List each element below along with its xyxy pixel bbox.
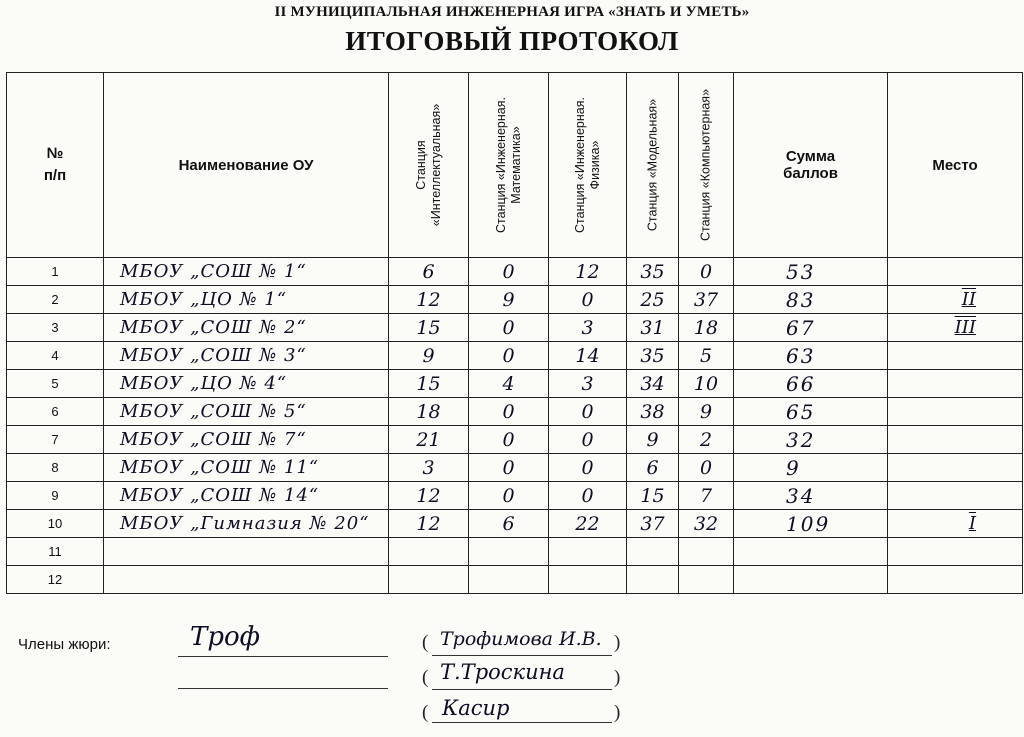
org-name-cell: [104, 538, 389, 566]
open-paren-1: (: [422, 632, 429, 653]
row-number-cell: 12: [7, 566, 104, 594]
org-name-cell: МБОУ „СОШ № 7“: [104, 426, 389, 454]
table-row: [7, 286, 1023, 314]
score-sum-cell: 32: [734, 426, 888, 454]
score-computer-cell: [679, 538, 734, 566]
score-math-cell: 0: [469, 482, 549, 510]
row-number-cell: 11: [7, 538, 104, 566]
score-intellectual-cell: 6: [389, 258, 469, 286]
score-physics-cell: 0: [549, 286, 627, 314]
score-sum-cell: 53: [734, 258, 888, 286]
score-computer-cell: [679, 566, 734, 594]
col-header-station-math: [469, 73, 549, 258]
score-intellectual-cell: [389, 538, 469, 566]
score-intellectual-cell: 3: [389, 454, 469, 482]
page-title: ИТОГОВЫЙ ПРОТОКОЛ: [345, 26, 679, 56]
score-computer-cell: 10: [679, 370, 734, 398]
table-row: [7, 342, 1023, 370]
place-cell: [888, 370, 1023, 398]
score-model-cell: 9: [627, 426, 679, 454]
org-name-cell: МБОУ „СОШ № 1“: [104, 258, 389, 286]
table-row: [7, 314, 1023, 342]
member-line-1: [432, 655, 612, 656]
score-model-cell: [627, 566, 679, 594]
jury-member-1: Трофимова И.В.: [440, 628, 602, 650]
score-math-cell: 6: [469, 510, 549, 538]
score-physics-cell: 0: [549, 482, 627, 510]
table-row: [7, 370, 1023, 398]
score-model-cell: 38: [627, 398, 679, 426]
org-name-cell: [104, 566, 389, 594]
score-computer-cell: 0: [679, 454, 734, 482]
table-row: [7, 566, 1023, 594]
score-physics-cell: 22: [549, 510, 627, 538]
score-computer-cell: 18: [679, 314, 734, 342]
row-number-cell: 9: [7, 482, 104, 510]
score-math-cell: [469, 566, 549, 594]
row-number-cell: 5: [7, 370, 104, 398]
score-physics-cell: 3: [549, 314, 627, 342]
place-cell: [888, 342, 1023, 370]
score-sum-cell: 9: [734, 454, 888, 482]
score-sum-cell: 63: [734, 342, 888, 370]
score-sum-cell: 66: [734, 370, 888, 398]
score-model-cell: 37: [627, 510, 679, 538]
score-sum-cell: 65: [734, 398, 888, 426]
score-math-cell: 4: [469, 370, 549, 398]
score-model-cell: 35: [627, 258, 679, 286]
score-model-cell: 15: [627, 482, 679, 510]
org-name-cell: МБОУ „ЦО № 4“: [104, 370, 389, 398]
signature-line-1: [178, 656, 388, 657]
table-row: [7, 454, 1023, 482]
close-paren-3: ): [614, 702, 621, 723]
score-math-cell: 0: [469, 398, 549, 426]
table-row: [7, 398, 1023, 426]
score-physics-cell: [549, 538, 627, 566]
score-intellectual-cell: 18: [389, 398, 469, 426]
score-model-cell: 6: [627, 454, 679, 482]
table-row: [7, 538, 1023, 566]
col-header-station-computer: [679, 73, 734, 258]
score-model-cell: 31: [627, 314, 679, 342]
score-computer-cell: 5: [679, 342, 734, 370]
score-math-cell: 0: [469, 342, 549, 370]
score-computer-cell: 2: [679, 426, 734, 454]
score-computer-cell: 32: [679, 510, 734, 538]
col-header-station-model-label: Станция «Модельная»: [645, 98, 659, 232]
score-physics-cell: 0: [549, 454, 627, 482]
col-header-station-physics-label: Станция «Инженерная. Физика»: [572, 97, 602, 233]
row-number-cell: 3: [7, 314, 104, 342]
org-name-cell: МБОУ „СОШ № 2“: [104, 314, 389, 342]
score-intellectual-cell: 21: [389, 426, 469, 454]
results-table: [6, 72, 1023, 594]
place-cell: I: [888, 510, 1023, 538]
score-model-cell: 35: [627, 342, 679, 370]
score-math-cell: [469, 538, 549, 566]
row-number-cell: 1: [7, 258, 104, 286]
score-physics-cell: [549, 566, 627, 594]
score-sum-cell: [734, 566, 888, 594]
open-paren-3: (: [422, 702, 429, 723]
score-math-cell: 0: [469, 426, 549, 454]
member-line-2: [432, 689, 612, 690]
col-header-number-line1: №: [46, 145, 64, 162]
score-intellectual-cell: 15: [389, 314, 469, 342]
score-intellectual-cell: 9: [389, 342, 469, 370]
place-cell: [888, 258, 1023, 286]
score-sum-cell: 83: [734, 286, 888, 314]
place-cell: [888, 454, 1023, 482]
close-paren-1: ): [614, 632, 621, 653]
org-name-cell: МБОУ „СОШ № 14“: [104, 482, 389, 510]
score-sum-cell: 34: [734, 482, 888, 510]
row-number-cell: 7: [7, 426, 104, 454]
score-sum-cell: 67: [734, 314, 888, 342]
score-physics-cell: 12: [549, 258, 627, 286]
score-math-cell: 9: [469, 286, 549, 314]
table-row: [7, 258, 1023, 286]
col-header-station-intellectual: [389, 73, 469, 258]
col-header-station-model: [627, 73, 679, 258]
table-row: [7, 426, 1023, 454]
org-name-cell: МБОУ „СОШ № 5“: [104, 398, 389, 426]
col-header-station-intellectual-label: Станция «Интеллектуальная»: [413, 103, 443, 227]
score-physics-cell: 14: [549, 342, 627, 370]
place-cell: III: [888, 314, 1023, 342]
score-physics-cell: 3: [549, 370, 627, 398]
score-intellectual-cell: 12: [389, 482, 469, 510]
close-paren-2: ): [614, 667, 621, 688]
place-cell: [888, 398, 1023, 426]
score-computer-cell: 0: [679, 258, 734, 286]
col-header-station-math-label: Станция «Инженерная. Математика»: [493, 97, 523, 233]
subtitle: II МУНИЦИПАЛЬНАЯ ИНЖЕНЕРНАЯ ИГРА «ЗНАТЬ И УМЕТЬ»: [274, 4, 750, 20]
jury-member-3: Касир: [442, 696, 510, 720]
score-model-cell: 25: [627, 286, 679, 314]
table-row: [7, 510, 1023, 538]
table-header-row: [7, 73, 1023, 258]
member-line-3: [432, 722, 612, 723]
score-physics-cell: 0: [549, 398, 627, 426]
jury-member-2: Т.Троскина: [440, 660, 565, 684]
row-number-cell: 8: [7, 454, 104, 482]
score-math-cell: 0: [469, 454, 549, 482]
place-cell: [888, 426, 1023, 454]
col-header-station-computer-label: Станция «Компьютерная»: [698, 88, 713, 242]
org-name-cell: МБОУ „СОШ № 11“: [104, 454, 389, 482]
table-row: [7, 482, 1023, 510]
score-sum-cell: 109: [734, 510, 888, 538]
score-model-cell: 34: [627, 370, 679, 398]
row-number-cell: 2: [7, 286, 104, 314]
col-header-number-line2: п/п: [43, 167, 67, 184]
place-cell: II: [888, 286, 1023, 314]
org-name-cell: МБОУ „ЦО № 1“: [104, 286, 389, 314]
score-intellectual-cell: 12: [389, 510, 469, 538]
place-cell: [888, 566, 1023, 594]
jury-label: Члены жюри:: [18, 636, 111, 653]
score-math-cell: 0: [469, 314, 549, 342]
score-intellectual-cell: 12: [389, 286, 469, 314]
col-header-sum: [734, 73, 888, 258]
place-cell: [888, 482, 1023, 510]
score-intellectual-cell: [389, 566, 469, 594]
score-model-cell: [627, 538, 679, 566]
jury-signature-main: Троф: [190, 622, 260, 652]
col-header-place: Место: [888, 73, 1023, 258]
score-physics-cell: 0: [549, 426, 627, 454]
row-number-cell: 6: [7, 398, 104, 426]
place-cell: [888, 538, 1023, 566]
org-name-cell: МБОУ „СОШ № 3“: [104, 342, 389, 370]
col-header-number: [7, 73, 104, 258]
col-header-station-physics: [549, 73, 627, 258]
score-sum-cell: [734, 538, 888, 566]
col-header-sum-label: Сумма баллов: [783, 148, 838, 182]
score-computer-cell: 7: [679, 482, 734, 510]
open-paren-2: (: [422, 667, 429, 688]
col-header-name: Наименование ОУ: [104, 73, 389, 258]
org-name-cell: МБОУ „Гимназия № 20“: [104, 510, 389, 538]
score-computer-cell: 37: [679, 286, 734, 314]
row-number-cell: 4: [7, 342, 104, 370]
score-computer-cell: 9: [679, 398, 734, 426]
signature-line-2: [178, 688, 388, 689]
score-intellectual-cell: 15: [389, 370, 469, 398]
row-number-cell: 10: [7, 510, 104, 538]
score-math-cell: 0: [469, 258, 549, 286]
